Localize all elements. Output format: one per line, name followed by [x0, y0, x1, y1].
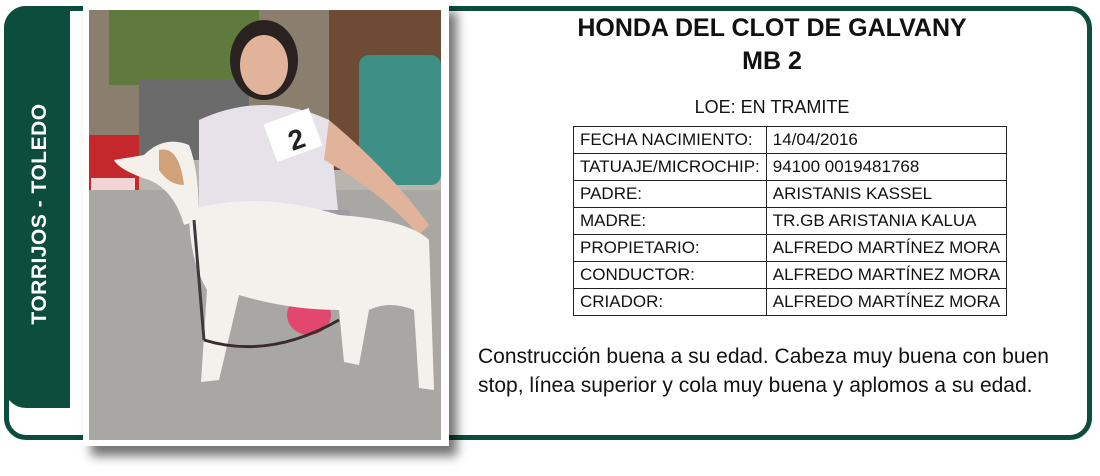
row-label: PADRE: — [574, 181, 767, 208]
row-value: 94100 0019481768 — [766, 154, 1006, 181]
dog-name: HONDA DEL CLOT DE GALVANY — [577, 14, 967, 42]
row-label: TATUAJE/MICROCHIP: — [574, 154, 767, 181]
table-row — [574, 208, 1007, 235]
bib-number: 2 — [283, 122, 310, 157]
dog-photo — [89, 10, 441, 440]
row-label: CRIADOR: — [574, 289, 767, 316]
table-row — [574, 289, 1007, 316]
row-value: ALFREDO MARTÍNEZ MORA — [766, 235, 1006, 262]
row-value: ALFREDO MARTÍNEZ MORA — [766, 289, 1006, 316]
row-label: PROPIETARIO: — [574, 235, 767, 262]
details-table — [573, 126, 1007, 316]
side-tab — [4, 6, 70, 408]
row-label: CONDUCTOR: — [574, 262, 767, 289]
row-value: TR.GB ARISTANIA KALUA — [766, 208, 1006, 235]
table-row — [574, 127, 1007, 154]
dog-class: MB 2 — [742, 47, 802, 75]
table-row — [574, 181, 1007, 208]
photo-frame — [83, 2, 449, 446]
row-label: FECHA NACIMIENTO: — [574, 127, 767, 154]
judge-comment: Construcción buena a su edad. Cabeza muy buena con buen stop, línea superior y cola muy buena y aplomos a su edad. — [478, 345, 1049, 397]
location-label: TORRIJOS - TOLEDO — [28, 103, 51, 325]
table-row — [574, 235, 1007, 262]
row-value: ALFREDO MARTÍNEZ MORA — [766, 262, 1006, 289]
row-value: 14/04/2016 — [766, 127, 1006, 154]
loe-status: LOE: EN TRAMITE — [694, 97, 850, 117]
row-value: ARISTANIS KASSEL — [766, 181, 1006, 208]
table-row — [574, 154, 1007, 181]
row-label: MADRE: — [574, 208, 767, 235]
table-row — [574, 262, 1007, 289]
